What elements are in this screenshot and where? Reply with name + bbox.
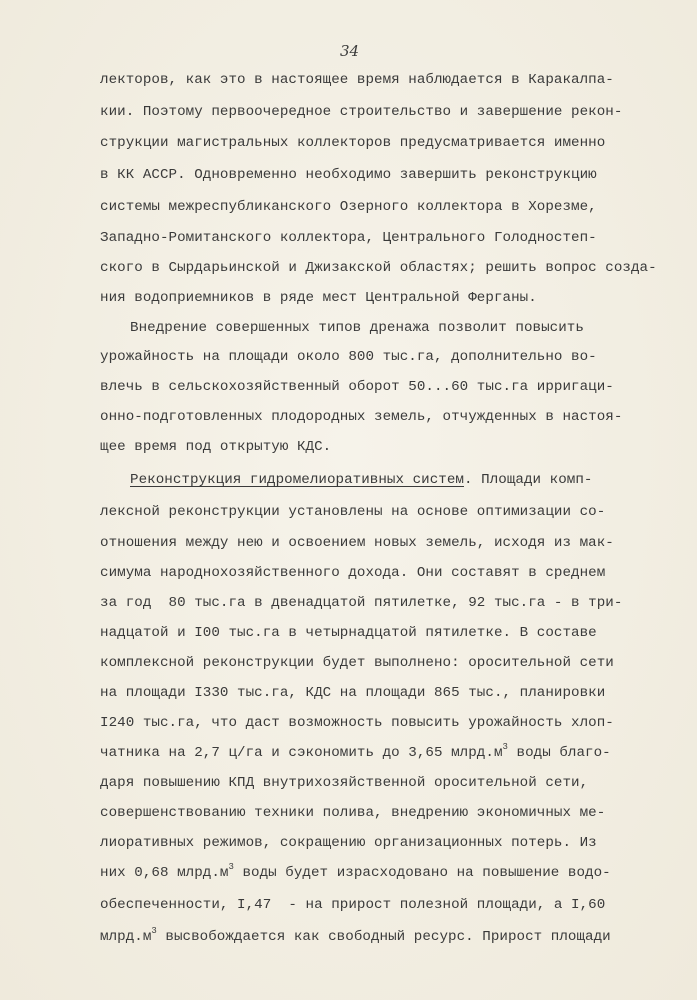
text-line — [100, 685, 605, 701]
text-segment: ского в Сырдарьинской и Джизакской областях; решить вопрос созда- — [100, 260, 657, 276]
text-segment: влечь в сельскохозяйственный оборот 50...60 тыс.га ирригаци- — [100, 379, 614, 395]
text-line — [100, 349, 597, 365]
text-segment: системы межреспубликанского Озерного коллектора в Хорезме, — [100, 199, 597, 215]
text-line — [100, 565, 605, 581]
text-segment: урожайность на площади около 800 тыс.га, дополнительно во- — [100, 349, 597, 365]
text-segment: струкции магистральных коллекторов предусматривается именно — [100, 135, 606, 151]
text-line — [100, 715, 614, 731]
text-segment: щее время под открытую КДС. — [100, 439, 332, 455]
text-segment: Западно-Ромитанского коллектора, Центрального Голодностеп- — [100, 230, 597, 246]
superscript: 3 — [151, 926, 157, 936]
text-segment: высвобождается как свободный ресурс. Прирост площади — [156, 929, 611, 945]
text-segment: ния водоприемников в ряде мест Центральной Ферганы. — [100, 290, 537, 306]
text-segment: надцатой и I00 тыс.га в четырнадцатой пятилетке. В составе — [100, 625, 597, 641]
text-segment: воды благо- — [507, 745, 611, 761]
underlined-heading: Реконструкция гидромелиоративных систем — [130, 472, 464, 488]
text-line — [100, 535, 614, 551]
text-segment: комплексной реконструкции будет выполнено: оросительной сети — [100, 655, 614, 671]
text-line — [100, 135, 605, 151]
text-segment: лексной реконструкции установлены на основе оптимизации со- — [100, 504, 606, 520]
text-line — [100, 379, 614, 395]
text-segment: за год 80 тыс.га в двенадцатой пятилетке, 92 тыс.га - в три- — [100, 595, 623, 611]
text-segment: отношения между нею и освоением новых земель, исходя из мак- — [100, 535, 614, 551]
text-line — [100, 742, 611, 761]
text-segment: воды будет израсходовано на повышение водо- — [233, 865, 611, 881]
text-segment: обеспеченности, I,47 - на прирост полезной площади, а I,60 — [100, 897, 606, 913]
text-line — [100, 409, 622, 425]
text-line — [100, 862, 611, 881]
text-segment: совершенствованию техники полива, внедрению экономичных ме- — [100, 805, 606, 821]
text-line — [100, 835, 597, 851]
text-line — [100, 504, 605, 520]
text-line — [100, 104, 622, 120]
text-segment: кии. Поэтому первоочередное строительство и завершение рекон- — [100, 104, 623, 120]
text-segment: млрд.м — [100, 929, 152, 945]
text-line — [100, 167, 597, 183]
text-segment: Внедрение совершенных типов дренажа позволит повысить — [130, 320, 584, 336]
text-segment: чатника на 2,7 ц/га и сэкономить до 3,65 млрд.м — [100, 745, 503, 761]
text-line — [100, 439, 331, 455]
text-line — [100, 290, 537, 306]
text-segment: на площади I330 тыс.га, КДС на площади 865 тыс., планировки — [100, 685, 606, 701]
text-line — [130, 472, 592, 488]
text-segment: даря повышению КПД внутрихозяйственной оросительной сети, — [100, 775, 589, 791]
text-segment: лекторов, как это в настоящее время наблюдается в Каракалпа- — [100, 72, 614, 88]
superscript: 3 — [502, 742, 508, 752]
text-line — [100, 775, 588, 791]
text-line — [100, 72, 614, 88]
text-line — [100, 625, 597, 641]
text-segment: в КК АССР. Одновременно необходимо завершить реконструкцию — [100, 167, 597, 183]
text-segment: . Площади комп- — [464, 472, 593, 488]
text-line — [100, 926, 611, 945]
text-line — [100, 655, 614, 671]
text-segment: лиоративных режимов, сокращению организационных потерь. Из — [100, 835, 597, 851]
text-line — [100, 805, 605, 821]
page-number: 34 — [340, 42, 360, 60]
text-line — [100, 230, 597, 246]
text-segment: онно-подготовленных плодородных земель, отчужденных в настоя- — [100, 409, 623, 425]
text-segment: I240 тыс.га, что даст возможность повысить урожайность хлоп- — [100, 715, 614, 731]
text-line — [100, 260, 657, 276]
text-segment: симума народнохозяйственного дохода. Они составят в среднем — [100, 565, 606, 581]
text-line — [130, 320, 584, 336]
text-line — [100, 897, 605, 913]
text-segment: них 0,68 млрд.м — [100, 865, 229, 881]
text-line — [100, 199, 597, 215]
text-line — [100, 595, 622, 611]
superscript: 3 — [228, 862, 234, 872]
